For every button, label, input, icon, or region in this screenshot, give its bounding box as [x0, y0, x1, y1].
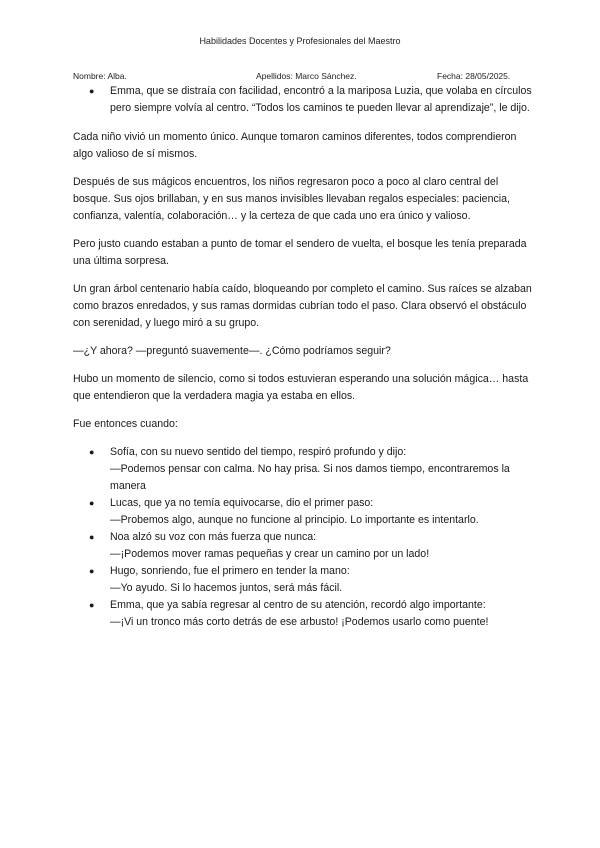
page-header: Habilidades Docentes y Profesionales del Maestro — [199, 36, 401, 46]
list-item-text: Emma, que ya sabía regresar al centro de su atención, recordó algo importante: — [110, 599, 486, 611]
paragraph: Pero justo cuando estaban a punto de tomar el sendero de vuelta, el bosque les tenía preparada una última sorpresa. — [73, 238, 527, 267]
bullet-list-solutions — [73, 444, 533, 631]
list-item — [73, 529, 533, 563]
nombre-field: Nombre: Alba. — [73, 71, 127, 81]
paragraph: Un gran árbol centenario había caído, bloqueando por completo el camino. Sus raíces se alzaban como brazos enredados, y sus ramas dormidas cubrían todo el paso. Clara observó el obstáculo con serenidad, y luego miró a su grupo. — [73, 283, 532, 329]
student-info — [73, 71, 533, 83]
list-item-text: Noa alzó su voz con más fuerza que nunca: — [110, 531, 317, 543]
list-item — [73, 495, 533, 529]
bullet-icon: ● — [89, 532, 95, 542]
list-item — [73, 444, 533, 495]
paragraph: Cada niño vivió un momento único. Aunque tomaron caminos diferentes, todos comprendieron algo valioso de sí mismos. — [73, 131, 517, 160]
list-item-text: Sofía, con su nuevo sentido del tiempo, respiró profundo y dijo: — [110, 446, 407, 458]
list-item-quote: —Probemos algo, aunque no funcione al principio. Lo importante es intentarlo. — [110, 514, 479, 526]
list-item-quote: —Yo ayudo. Si lo hacemos juntos, será más fácil. — [110, 582, 343, 594]
list-item-text: Emma, que se distraía con facilidad, encontró a la mariposa Luzia, que volaba en círculos pero siempre volvía al centro. “Todos los caminos te pueden llevar al aprendizaje”, le dijo. — [110, 85, 532, 114]
list-item-text: Lucas, que ya no temía equivocarse, dio el primer paso: — [110, 497, 374, 509]
bullet-icon: ● — [89, 600, 95, 610]
apellidos-field: Apellidos: Marco Sánchez. — [256, 71, 357, 81]
bullet-icon: ● — [89, 566, 95, 576]
bullet-icon: ● — [89, 86, 95, 96]
paragraph: Hubo un momento de silencio, como si todos estuvieran esperando una solución mágica… hasta que entendieron que la verdadera magia ya estaba en ellos. — [73, 373, 529, 402]
list-item-text: Hugo, sonriendo, fue el primero en tender la mano: — [110, 565, 350, 577]
list-item-quote: —¡Vi un tronco más corto detrás de ese arbusto! ¡Podemos usarlo como puente! — [110, 616, 489, 628]
paragraph: Después de sus mágicos encuentros, los niños regresaron poco a poco al claro central del bosque. Sus ojos brillaban, y en sus manos invisibles llevaban regalos especiales: paciencia, confianza, valentía, colaboración… y la certeza de que cada uno era único y valioso. — [73, 176, 510, 222]
bullet-icon: ● — [89, 498, 95, 508]
list-item — [73, 83, 533, 117]
fecha-field: Fecha: 28/05/2025. — [437, 71, 511, 81]
paragraph: Fue entonces cuando: — [73, 418, 178, 430]
bullet-list-intro — [73, 83, 533, 117]
paragraph: —¿Y ahora? —preguntó suavemente—. ¿Cómo podríamos seguir? — [73, 345, 391, 357]
list-item — [73, 597, 533, 631]
bullet-icon: ● — [89, 447, 95, 457]
document-body — [73, 83, 533, 643]
list-item-quote: —¡Podemos mover ramas pequeñas y crear un camino por un lado! — [110, 548, 430, 560]
list-item — [73, 563, 533, 597]
list-item-quote: —Podemos pensar con calma. No hay prisa. Si nos damos tiempo, encontraremos la manera — [110, 463, 510, 492]
